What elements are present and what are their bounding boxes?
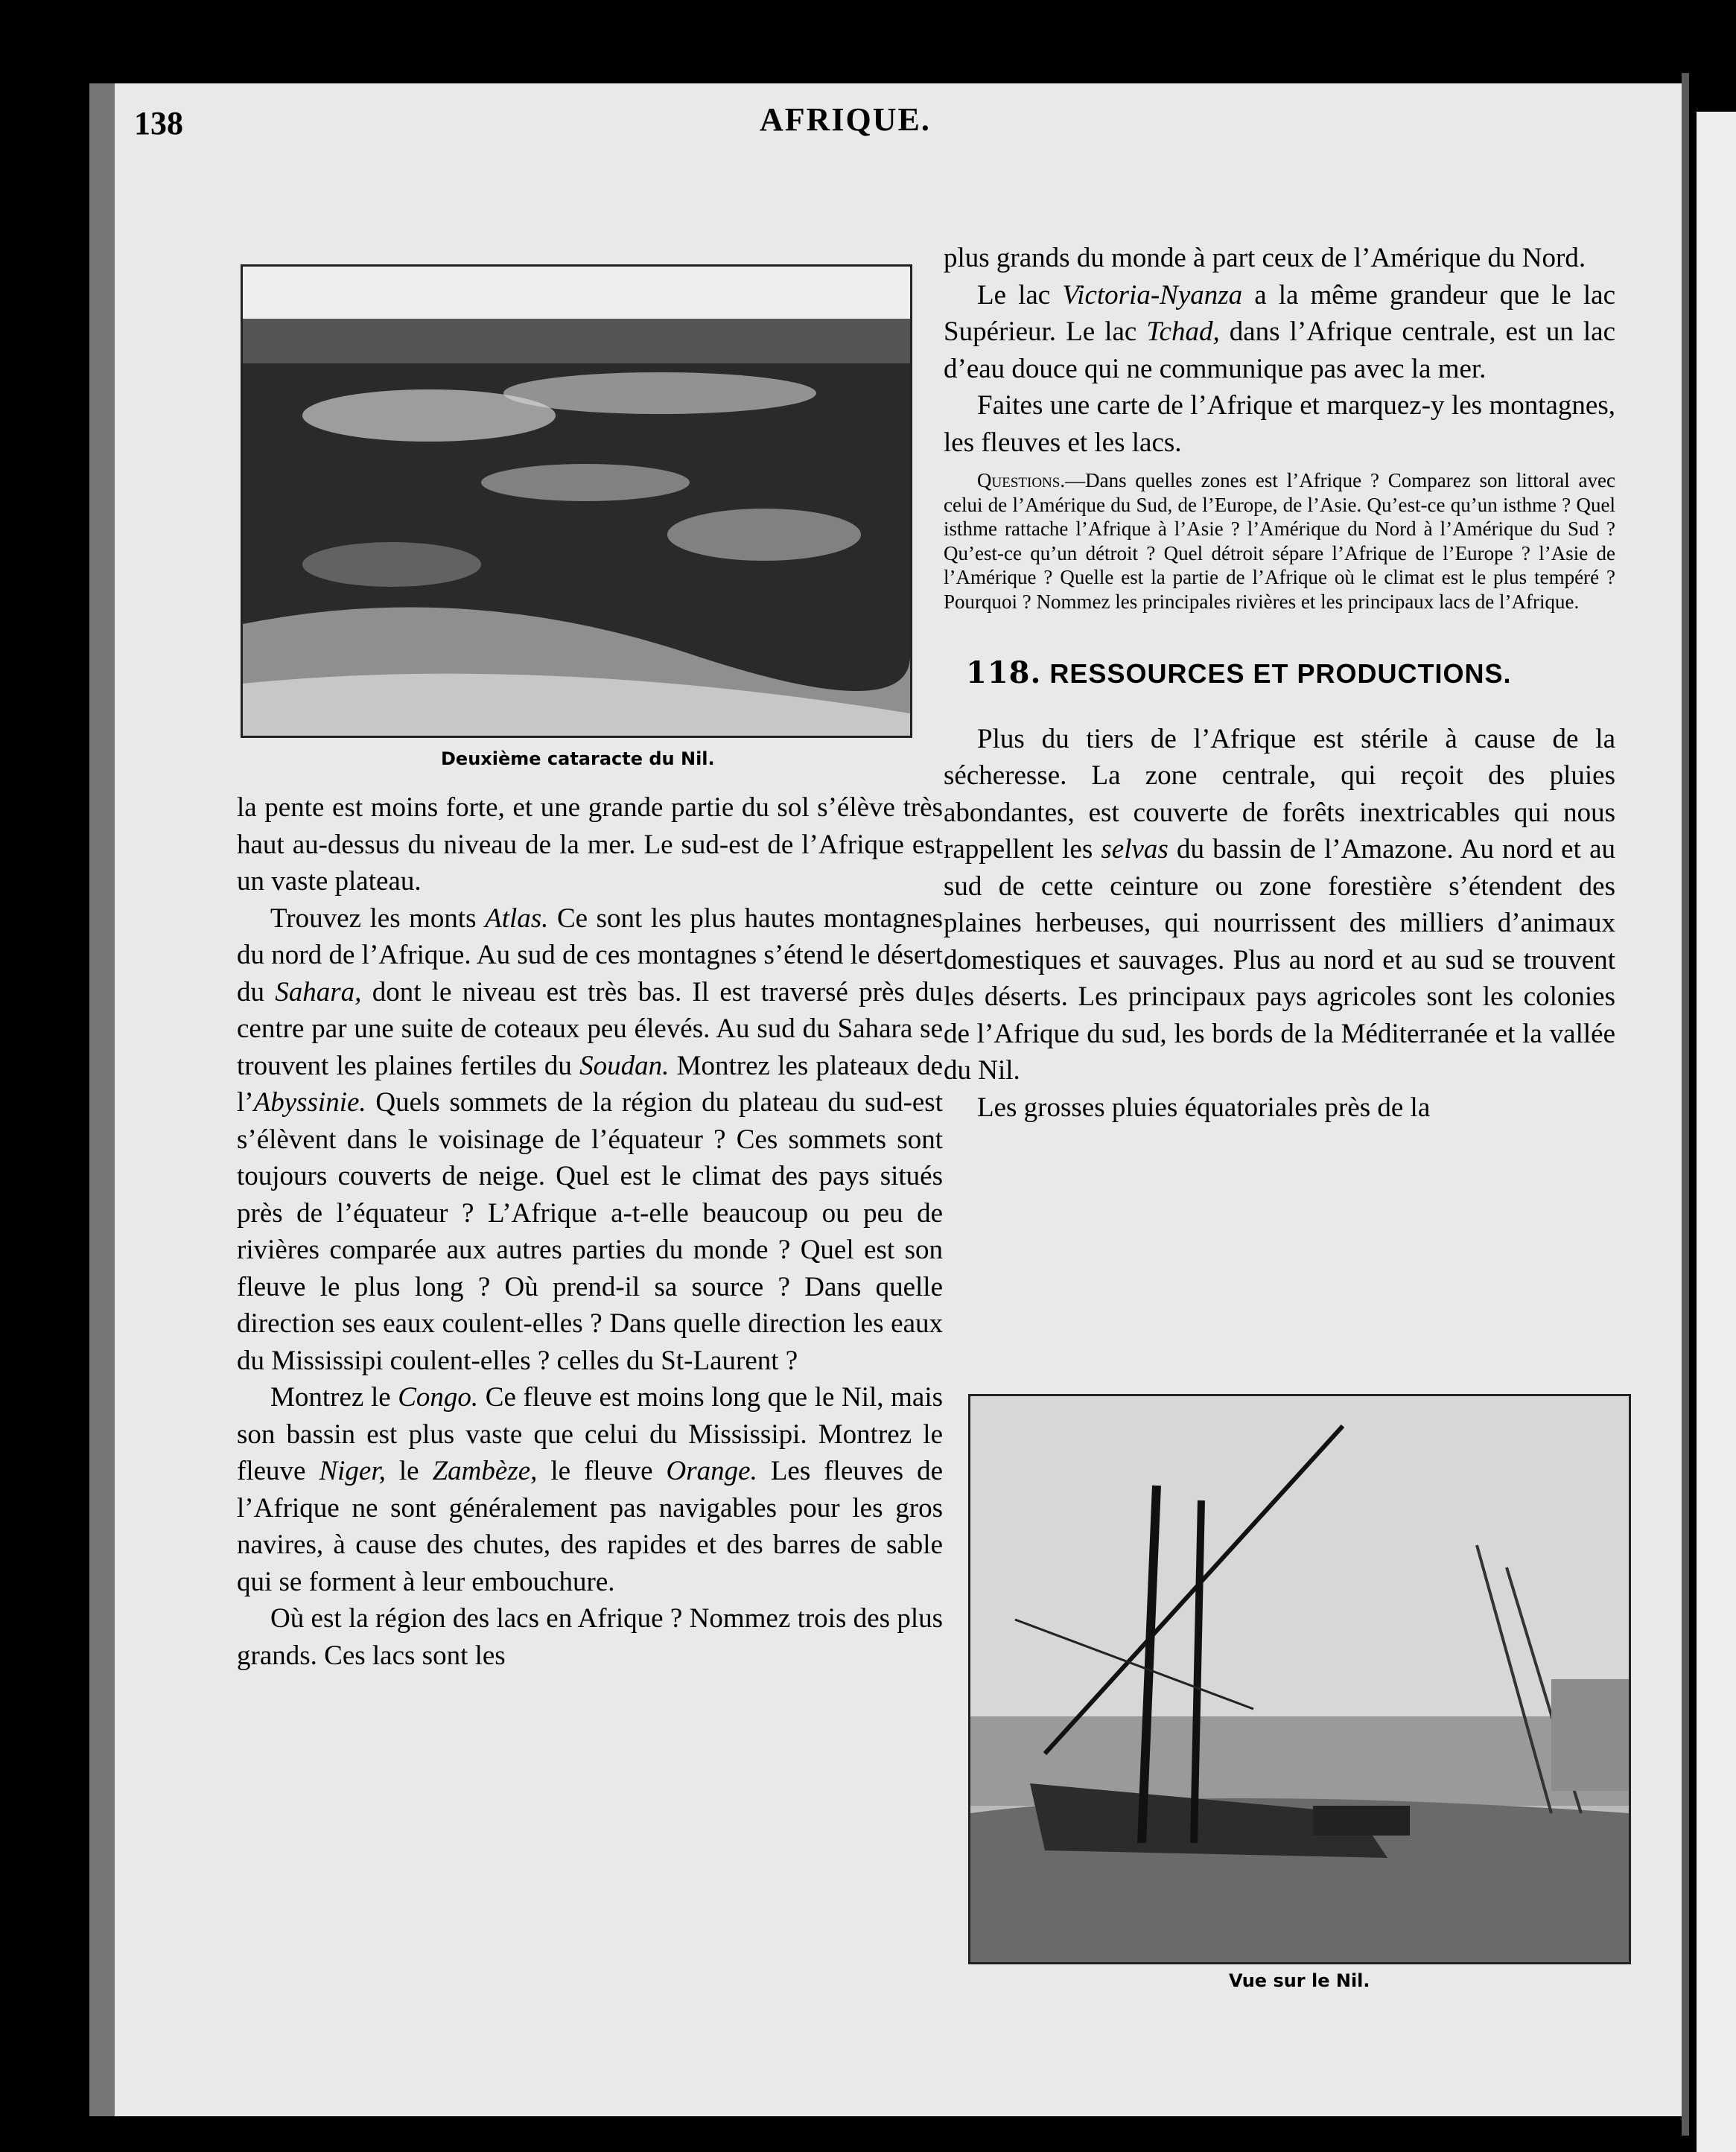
text: Montrez le <box>270 1382 398 1413</box>
text: Quels sommets de la région du plateau du sud-est s’élèvent dans le voisinage de l’équateur ? Ces sommets sont toujours couverts de neige. Quel est le climat des pays situés près de l’équateur ? L’Afrique a-t-elle beaucoup ou peu de rivières comparée aux autres parties du monde ? Quel est son fleuve le plus long ? Où prend-il sa source ? Dans quelle direction ses eaux coulent-elles ? Dans quelle direction les eaux du Mississipi coulent-elles ? celles du St-Laurent ? <box>237 1087 943 1376</box>
paragraph: la pente est moins forte, et une grande partie du sol s’élève très haut au-dessus du niveau de la mer. Le sud-est de l’Afrique est un vaste plateau. <box>237 792 943 897</box>
nile-caption: Vue sur le Nil. <box>1229 1970 1370 1991</box>
term-selvas: selvas <box>1101 834 1169 865</box>
text: le fleuve <box>537 1456 667 1486</box>
text: Plus du tiers de l’Afrique est stérile à cause de la sécheresse. La zone centrale, qui reçoit des pluies abondantes, est couverte de forêts inextricables qui nous rappellent les <box>944 723 1615 865</box>
text: Trouvez les monts <box>270 902 486 934</box>
place-orange: Orange. <box>666 1456 757 1486</box>
cataract-caption: Deuxième cataracte du Nil. <box>441 748 715 769</box>
place-victoria-nyanza: Victoria-Nyanza <box>1062 279 1243 311</box>
section-title: RESSOURCES ET PRODUCTIONS. <box>1041 658 1512 689</box>
nile-illustration <box>970 1396 1629 1962</box>
questions-text: —Dans quelles zones est l’Afrique ? Comparez son littoral avec celui de l’Amérique du Sud, de l’Europe, de l’Asie. Qu’est-ce qu’un isthme ? Quel isthme rattache l’Afrique à l’Asie ? l’Amérique du Nord à l’Amérique du Sud ? Qu’est-ce qu’un détroit ? Quel détroit sépare l’Afrique de l’Europe ? l’Asie de l’Amérique ? Quelle est la partie de l’Afrique où le climat est le plus tempéré ? Pourquoi ? Nommez les principales rivières et les principaux lacs de l’Afrique. <box>944 469 1615 613</box>
place-zambeze: Zambèze, <box>432 1456 538 1486</box>
place-tchad: Tchad, <box>1146 316 1220 347</box>
text: Ce sont les plus hautes montagnes du nord de l’Afrique. Au sud de ces montagnes s’étend le désert du <box>237 902 944 1007</box>
text: Ce fleuve est moins long que le Nil, mais son bassin est plus vaste que celui du Mississipi. Montrez le fleuve <box>237 1382 944 1486</box>
text: du bassin de l’Amazone. Au nord et au sud de cette ceinture ou zone forestière s’étendent des plaines herbeuses, qui nourrissent des milliers d’animaux domestiques et sauvages. Plus au nord et au sud se trouvent les déserts. Les principaux pays agricoles sont les colonies de l’Afrique du sud, les bords de la Méditerranée et la vallée du Nil. <box>944 834 1615 1086</box>
right-column <box>944 240 1615 1126</box>
place-congo: Congo. <box>398 1382 479 1413</box>
place-abyssinie: Abyssinie. <box>253 1087 366 1118</box>
paragraph <box>237 1379 943 1600</box>
text: Le lac <box>977 279 1063 311</box>
paragraph: Faites une carte de l’Afrique et marquez-y les montagnes, les fleuves et les lacs. <box>944 390 1615 458</box>
place-soudan: Soudan. <box>579 1050 670 1081</box>
place-atlas: Atlas. <box>485 902 549 934</box>
text: dans l’Afrique centrale, est un lac d’eau douce qui ne communique pas avec la mer. <box>944 316 1615 384</box>
paragraph <box>944 721 1615 1089</box>
facing-page <box>1697 112 1736 2152</box>
text: Montrez les plateaux de l’ <box>237 1050 943 1118</box>
paragraph: Où est la région des lacs en Afrique ? Nommez trois des plus grands. Ces lacs sont les <box>237 1603 943 1671</box>
paragraph: Les grosses pluies équatoriales près de la <box>977 1092 1431 1123</box>
running-head: AFRIQUE. <box>760 101 931 138</box>
place-sahara: Sahara, <box>275 976 362 1007</box>
paragraph: plus grands du monde à part ceux de l’Amérique du Nord. <box>944 243 1586 273</box>
page-number: 138 <box>134 105 183 141</box>
questions-label: Questions. <box>977 469 1066 491</box>
questions <box>944 468 1615 614</box>
text: Les fleuves de l’Afrique ne sont généralement pas navigables pour les gros navires, à cause des chutes, des rapides et des barres de sable qui se forment à leur embouchure. <box>237 1456 944 1597</box>
text: a la même grandeur que le lac Supérieur. Le lac <box>944 279 1615 347</box>
nile-boat-engraving <box>968 1394 1631 1964</box>
place-niger: Niger, <box>319 1456 386 1486</box>
paragraph <box>944 277 1615 388</box>
section-heading <box>966 655 1615 693</box>
left-column <box>237 789 943 1674</box>
page-edge <box>1682 73 1689 2136</box>
cataract-photo <box>241 264 912 738</box>
text: dont le niveau est très bas. Il est traversé près du centre par une suite de coteaux peu élevés. Au sud du Sahara se trouvent les plaines fertiles du <box>237 976 944 1081</box>
cataract-illustration <box>243 267 910 736</box>
paragraph <box>237 900 943 1380</box>
text: le <box>385 1456 433 1486</box>
section-number: 118. <box>966 655 1042 690</box>
